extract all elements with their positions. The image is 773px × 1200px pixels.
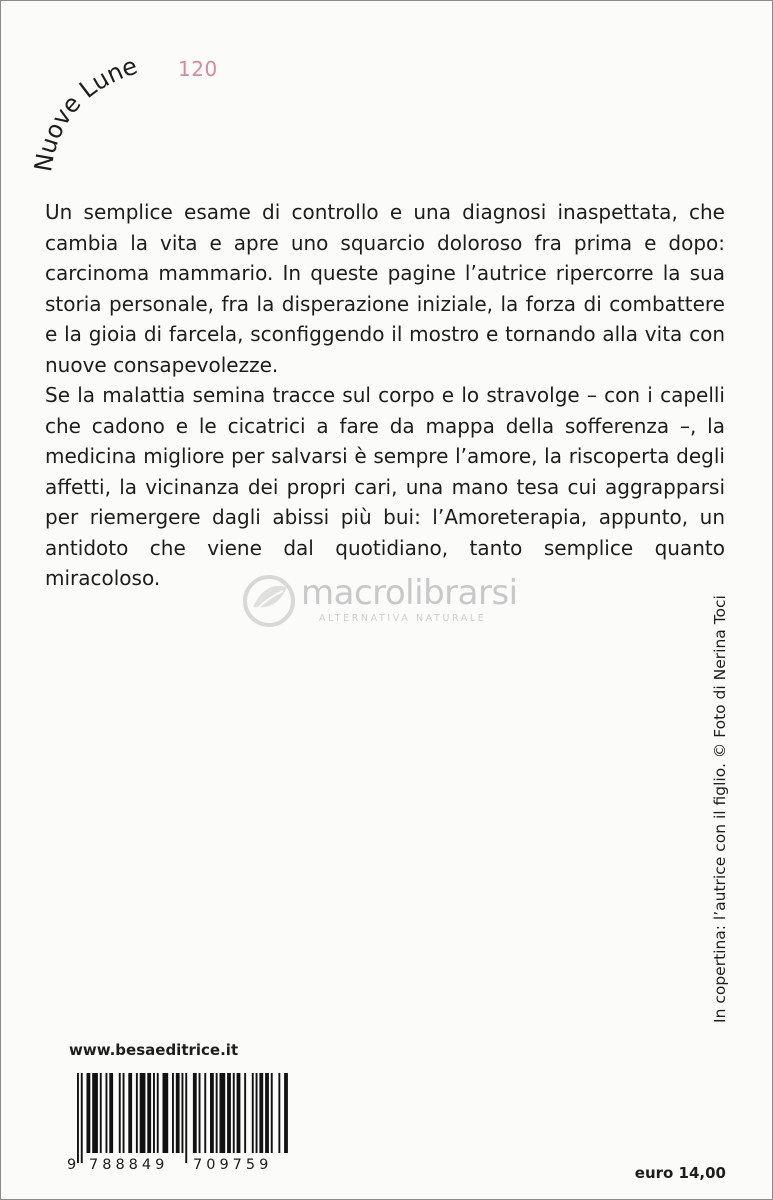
barcode-bar: [259, 1073, 263, 1153]
series-number: 120: [178, 57, 218, 81]
barcode-bar: [182, 1073, 184, 1153]
barcode-bar: [140, 1073, 146, 1153]
barcode-bar: [100, 1073, 102, 1153]
barcode-bar: [233, 1073, 235, 1153]
barcode-first-digit: 9: [67, 1157, 77, 1173]
barcode-bar: [284, 1073, 288, 1153]
series-logo: [29, 45, 189, 177]
watermark-name: macrolibrarsi: [301, 573, 518, 613]
barcode-bar: [157, 1073, 159, 1153]
blurb-paragraph: Se la malattia semina tracce sul corpo e lo stravolge – con i capelli che cadono e le cicatrici a fare da mappa della sofferenza –, la medicina migliore per salvarsi è sempre l’amore, la riscoperta degli affetti, la vicinanza dei propri cari, una mano tesa cui aggrapparsi per riemergere dagli abissi più bui: l’Amoreterapia, appunto, un antidoto che viene dal quotidiano, tanto semplice quanto miracoloso.: [45, 383, 725, 590]
barcode-bar: [199, 1073, 201, 1153]
barcode-bar: [77, 1073, 79, 1163]
barcode-bar: [204, 1073, 206, 1153]
barcode-bar: [185, 1073, 187, 1163]
barcode-bar: [271, 1073, 273, 1153]
barcode-bar: [106, 1073, 108, 1153]
barcode-bar: [147, 1073, 151, 1153]
barcode-bar: [136, 1073, 138, 1153]
series-name: Nuove Lune: [29, 51, 141, 174]
barcode-bar: [237, 1073, 241, 1153]
price: euro 14,00: [634, 1164, 726, 1182]
watermark-tagline: ALTERNATIVA NATURALE: [319, 613, 487, 624]
barcode-bar: [265, 1073, 269, 1153]
barcode-right-group: 709759: [193, 1157, 273, 1173]
barcode-bar: [119, 1073, 121, 1153]
back-cover-blurb: [45, 197, 725, 594]
photo-credit: In copertina: l’autrice con il figlio. © Foto di Nerina Toci: [711, 595, 729, 1023]
barcode-bar: [87, 1073, 91, 1153]
barcode-bar: [256, 1073, 258, 1153]
barcode-bar: [92, 1073, 98, 1153]
barcode-bar: [128, 1073, 132, 1153]
barcode-bar: [81, 1073, 83, 1163]
barcode-bar: [153, 1073, 155, 1153]
barcode-bar: [123, 1073, 125, 1153]
barcode-bar: [216, 1073, 218, 1153]
barcode-bar: [210, 1073, 214, 1153]
barcode-bar: [193, 1073, 197, 1153]
blurb-paragraph: Un semplice esame di controllo e una diagnosi inaspettata, che cambia la vita e apre uno squarcio doloroso fra prima e dopo: carcinoma mammario. In queste pagine l’autrice ripercorre la sua storia personale, fra la disperazione iniziale, la forza di combattere e la gioia di farcela, sconfiggendo il mostro e tornando alla vita con nuove consapevolezze.: [45, 200, 725, 377]
barcode-bar: [172, 1073, 174, 1153]
barcode-bar: [109, 1073, 113, 1153]
barcode-bars: [77, 1073, 289, 1163]
barcode-bar: [244, 1073, 246, 1153]
barcode-bar: [278, 1073, 280, 1153]
publisher-website: www.besaeditrice.it: [69, 1041, 239, 1059]
isbn-barcode: [67, 1073, 289, 1173]
barcode-bar: [220, 1073, 226, 1153]
barcode-bar: [227, 1073, 231, 1153]
barcode-left-group: 788849: [89, 1157, 169, 1173]
barcode-bar: [176, 1073, 180, 1153]
barcode-bar: [252, 1073, 254, 1153]
barcode-bar: [163, 1073, 169, 1153]
